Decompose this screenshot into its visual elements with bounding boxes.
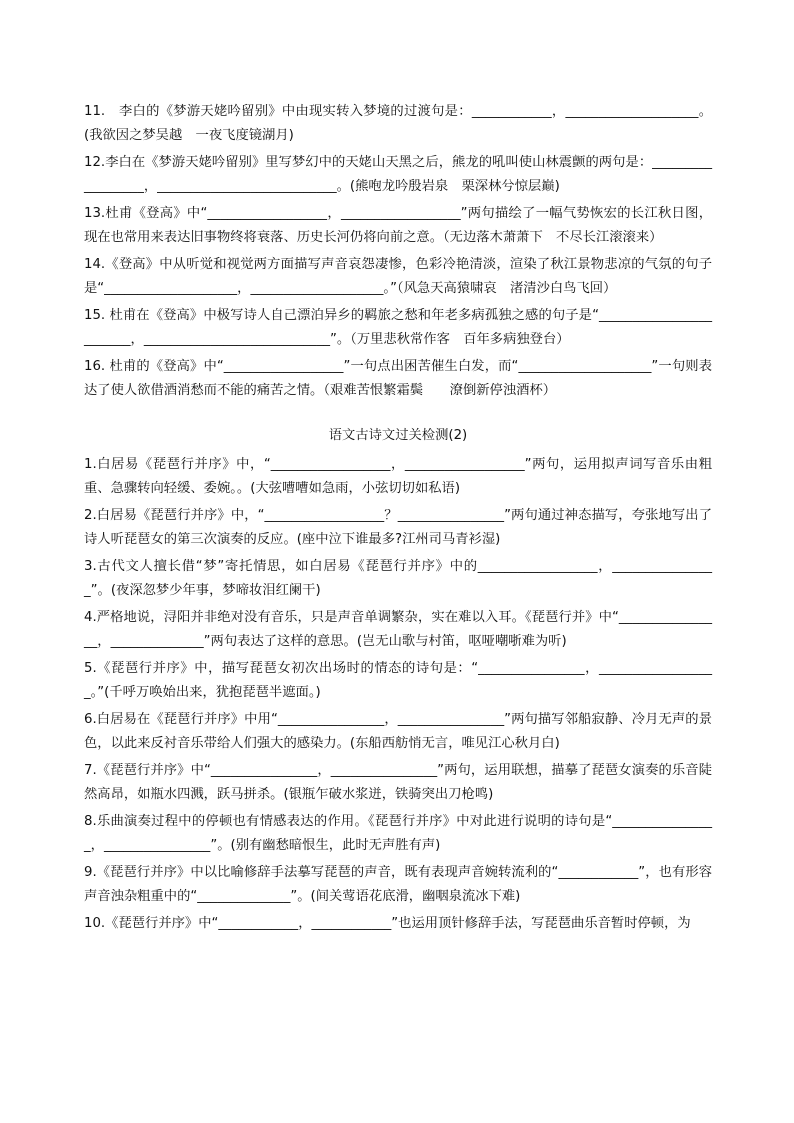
section-title: 语文古诗文过关检测(2) bbox=[328, 428, 468, 443]
question-item: 9.《琵琶行并序》中以比喻修辞手法摹写琵琶的声音，既有表现声音婉转流利的“____________”，也有形容声音浊杂粗重中的“______________”。(间关莺语花底滑，幽咽泉流冰下难) bbox=[84, 865, 712, 904]
question-item: 6.白居易在《琵琶行并序》中用“________________，________________”两句描写邻船寂静、冷月无声的景色，以此来反衬音乐带给人们强大的感染力。(东船西舫悄无言，唯见江心秋月白) bbox=[84, 712, 712, 751]
question-item: 5.《琵琶行并序》中，描写琵琶女初次出场时的情态的诗句是：“________________，__________________。”(千呼万唤始出来，犹抱琵琶半遮面。) bbox=[84, 661, 712, 700]
question-item: 14.《登高》中从听觉和视觉两方面描写声音哀怨凄惨，色彩冷艳清淡，渲染了秋江景物悲凉的气氛的句子是“____________________，____________________。”（风急天高猿啸哀 渚清沙白鸟飞回） bbox=[84, 257, 712, 296]
question-item: 10.《琵琶行并序》中“____________，____________”也运用顶针修辞手法，写琵琶曲乐音暂时停顿，为 bbox=[84, 916, 691, 931]
question-item: 13.杜甫《登高》中“__________________，__________________”两句描绘了一幅气势恢宏的长江秋日图，现在也常用来表达旧事物终将衰落、历史长河仍将向前之意。（无边落木萧萧下 不尽长江滚滚来） bbox=[84, 206, 712, 245]
document-page bbox=[84, 100, 712, 939]
question-item: 4.严格地说，浔阳并非绝对没有音乐，只是声音单调繁杂，实在难以入耳。《琵琶行并》中“________________，______________”两句表达了这样的意思。(岂无山歌与村笛，呕哑嘲哳难为听) bbox=[84, 610, 712, 649]
question-item: 3.古代文人擅长借“梦”寄托情思，如白居易《琵琶行并序》中的__________________，________________”。(夜深忽梦少年事，梦啼妆泪红阑干) bbox=[84, 559, 712, 598]
question-item: 11. 李白的《梦游天姥吟留别》中由现实转入梦境的过渡句是：____________，____________________。(我欲因之梦吴越 一夜飞度镜湖月) bbox=[84, 104, 712, 143]
question-block-1 bbox=[84, 100, 712, 403]
question-block-2 bbox=[84, 453, 712, 936]
question-item: 16. 杜甫的《登高》中“__________________”一句点出困苦催生白发，而“____________________”一句则表达了使人欲借酒消愁而不能的痛苦之情。（艰难苦恨繁霜鬓 潦倒新停浊酒杯） bbox=[84, 359, 712, 398]
question-item: 1.白居易《琵琶行并序》中，“__________________，__________________”两句，运用拟声词写音乐由粗重、急骤转向轻缓、委婉。。(大弦嘈嘈如急雨，小弦切切如私语) bbox=[84, 457, 712, 496]
question-item: 2.白居易《琵琶行并序》中，“__________________？________________”两句通过神态描写，夸张地写出了诗人听琵琶女的第三次演奏的反应。(座中泣下谁最多?江州司马青衫湿) bbox=[84, 508, 712, 547]
question-item: 8.乐曲演奏过程中的停顿也有情感表达的作用。《琵琶行并序》中对此进行说明的诗句是“________________，________________”。(别有幽愁暗恨生，此时无声胜有声) bbox=[84, 814, 712, 853]
question-item: 12.李白在《梦游天姥吟留别》里写梦幻中的天姥山天黑之后，熊龙的吼叫使山林震颤的两句是：__________________，___________________________。(熊咆龙吟殷岩泉 栗深林兮惊层巅) bbox=[84, 155, 712, 194]
question-item: 15. 杜甫在《登高》中极写诗人自己漂泊异乡的羁旅之愁和年老多病孤独之感的句子是“________________________，____________________________”。（万里悲秋常作客 百年多病独登台） bbox=[84, 308, 712, 347]
question-item: 7.《琵琶行并序》中“________________，________________”两句，运用联想，描摹了琵琶女演奏的乐音陡然高昂，如瓶水四溅，跃马拼杀。(银瓶乍破水浆迸，铁骑突出刀枪鸣) bbox=[84, 763, 712, 802]
